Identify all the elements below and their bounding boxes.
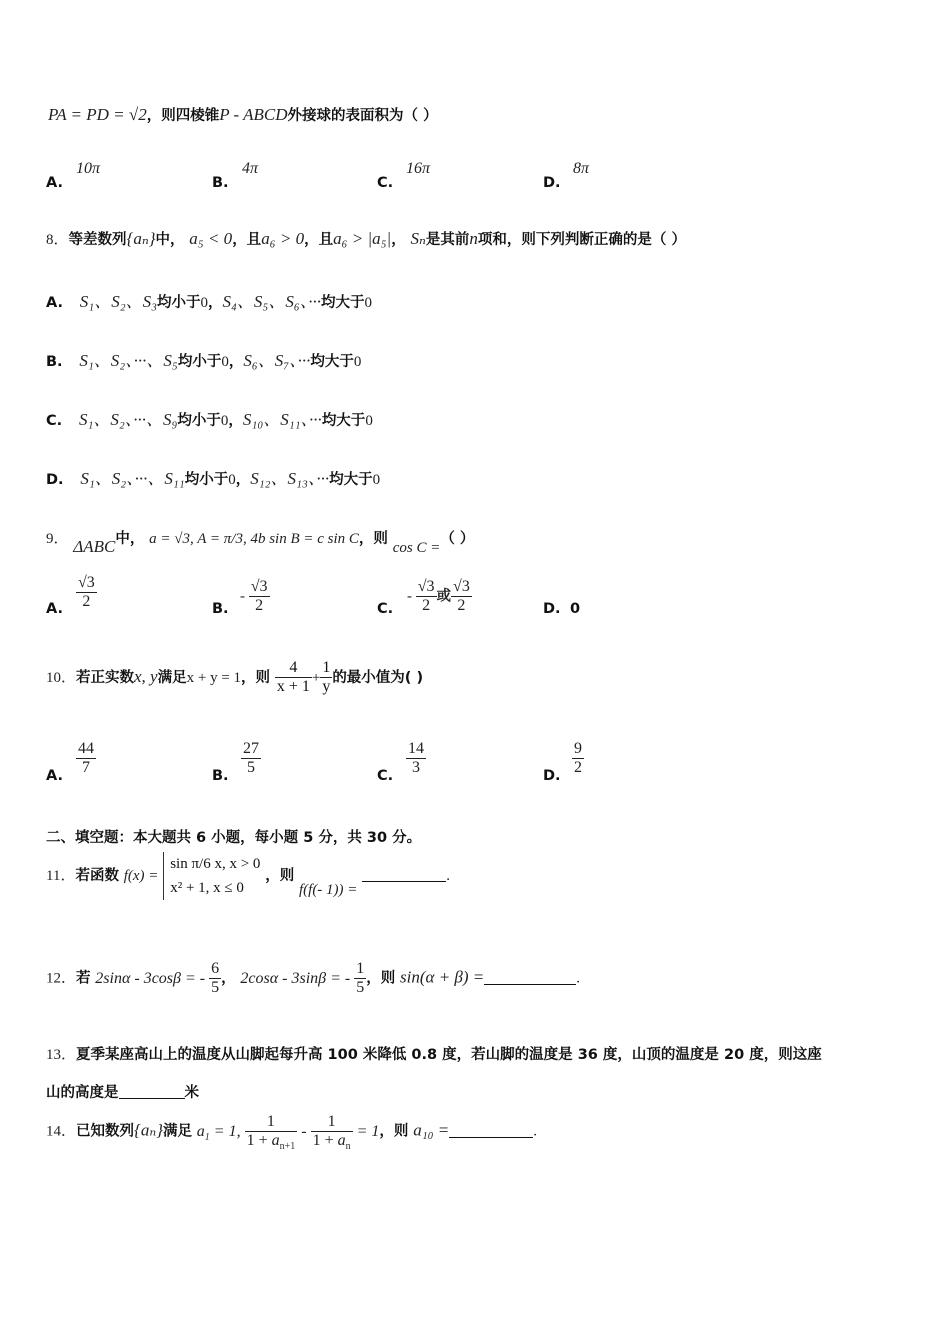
q10-option-a-den: 7 (82, 759, 90, 777)
q8-sn: Sₙ (410, 229, 426, 248)
q8-option-c-zero2: 0 (365, 413, 373, 429)
q9-option-a-label[interactable]: A. (46, 601, 63, 617)
q8-option-a-end: 均大于 (321, 295, 365, 311)
q9-text3: （ ） (440, 531, 475, 547)
q10-option-b-value (241, 740, 261, 778)
q8-option-b-right: S₆、S₇、··· (243, 351, 311, 370)
q7-expr2: P - ABCD (219, 105, 288, 124)
q7-expr1: PA = PD = √2 (48, 105, 147, 124)
q13-text-line2a: 山的高度是 (46, 1085, 119, 1101)
q14-number: 14． (46, 1123, 77, 1140)
q8-option-b-label[interactable]: B. (46, 354, 63, 370)
q8-option-d-label[interactable]: D. (46, 472, 64, 488)
q9-option-b-label[interactable]: B. (212, 601, 229, 617)
q8-option-b-end: 均大于 (310, 354, 354, 370)
q9-option-b-value: - $\frac{√3}{2}$ (240, 578, 268, 615)
q11-fx: f(x) = (123, 868, 159, 884)
q11-case2: x² + 1, x ≤ 0 (170, 880, 244, 896)
q12-answer-blank[interactable] (484, 984, 576, 985)
q7-option-c-label[interactable]: C. (377, 175, 394, 191)
q8-n: n (469, 229, 478, 248)
q10-option-a-label[interactable]: A. (46, 768, 63, 784)
q11-end: . (446, 868, 450, 884)
q9-option-c-label[interactable]: C. (377, 601, 394, 617)
q8-text7: 项和，则下列判断正确的是（ ） (477, 232, 686, 248)
q7-option-a-label[interactable]: A. (46, 175, 63, 191)
q11-case1: sin π/6 x, x > 0 (170, 856, 261, 872)
q11-piecewise (163, 852, 260, 900)
q8-option-c-sep: ， (228, 413, 243, 429)
q11-text2: ，则 (265, 868, 295, 884)
q8-option-a-right: S₄、S₅、S₆、··· (222, 292, 321, 311)
q12-eq2: 2cosα - 3sinβ = - $\frac{1}{5}$ (240, 960, 365, 997)
q8-option-c-label[interactable]: C. (46, 413, 63, 429)
q8-option-d-mid: 均小于 (184, 472, 229, 488)
q7-option-d-value: 8π (573, 160, 590, 177)
q9-number: 9． (46, 531, 69, 547)
q8-option-a-zero1: 0 (200, 295, 209, 311)
q10-option-b-den: 5 (247, 759, 255, 777)
q10-number: 10． (46, 669, 77, 686)
q9-triangle: ΔABC (73, 537, 116, 556)
q12-eq1: 2sinα - 3cosβ = - $\frac{6}{5}$ (95, 960, 220, 997)
q8-option-d-zero2: 0 (372, 472, 381, 488)
q8-option-d-right: S₁₂、S₁₃、··· (250, 469, 330, 488)
q12-text2: ，则 (366, 970, 396, 987)
q12-sep: ， (221, 970, 236, 987)
q8-text1: 等差数列 (68, 232, 127, 248)
q14-condition: $a_1 = 1$, $\frac{1}{1 + a_{n+1}}$ - $\frac{1}{1 + a_n}$ = 1 (196, 1113, 380, 1153)
q10-option-b-label[interactable]: B. (212, 768, 229, 784)
q8-text6: 是其前 (425, 232, 470, 248)
q8-option-d-zero1: 0 (228, 472, 236, 488)
q10-option-c-den: 3 (412, 759, 420, 777)
q13-text-line2b: 米 (184, 1085, 199, 1101)
q14-text2: 满足 (163, 1123, 193, 1140)
q10-option-a-value (76, 740, 96, 778)
q7-option-c-value: 16π (406, 160, 431, 177)
q10-option-c-value (406, 740, 426, 778)
q9-ask: cos C = (392, 540, 441, 556)
q10-text4: 的最小值为( ) (332, 669, 424, 686)
q10-stem-line: 10．若正实数x, y满足x + y = 1，则 $\frac{4}{x + 1}$ + $\frac{1}{y}$ 的最小值为( ) (46, 659, 424, 696)
q10-option-a-num: 44 (76, 740, 96, 759)
q14-ask: a₁₀ = (413, 1120, 450, 1140)
q9-condition: a = √3, A = π/3, 4b sin B = c sin C (149, 531, 359, 547)
q8-option-c[interactable] (46, 405, 373, 430)
q10-option-d-value (572, 740, 584, 778)
q13-line1 (46, 1043, 822, 1064)
q7-stem-line (48, 104, 438, 125)
q10-frac1: $\frac{4}{x + 1}$ (276, 659, 310, 696)
q12-number: 12． (46, 970, 77, 987)
q8-option-c-zero1: 0 (220, 413, 229, 429)
q14-sequence: {aₙ} (134, 1120, 164, 1140)
q8-option-b-sep: ， (228, 354, 244, 370)
q11-answer-blank[interactable] (362, 881, 446, 882)
q10-text3: ，则 (241, 669, 271, 686)
q8-option-b-zero2: 0 (353, 354, 362, 370)
q8-option-a-left: S₁、S₂、S₃ (79, 292, 158, 311)
q9-option-d-value: 0 (570, 601, 581, 617)
q13-line2 (46, 1081, 199, 1102)
q8-option-c-right: S₁₀、S₁₁、··· (242, 410, 322, 429)
q8-cond1: a₅ < 0 (189, 229, 233, 248)
q9-option-c-value: - $\frac{√3}{2}$ 或 $\frac{√3}{2}$ (407, 578, 470, 615)
q14-stem-line (46, 1113, 537, 1151)
q10-condition: x + y = 1 (186, 669, 242, 686)
q8-text4: ，且 (304, 232, 334, 248)
q9-stem-line (46, 527, 475, 556)
q7-text1: ，则四棱锥 (146, 108, 220, 124)
q8-text2: 中， (155, 232, 185, 248)
q10-option-c-label[interactable]: C. (377, 768, 394, 784)
q12-stem-line (46, 960, 580, 998)
q8-text5: ， (391, 232, 406, 248)
q9-or-text: 或 (436, 588, 452, 605)
q14-answer-blank[interactable] (449, 1137, 533, 1138)
q8-option-a-zero2: 0 (364, 295, 372, 311)
q8-option-a-mid: 均小于 (157, 295, 201, 311)
q10-option-c-num: 14 (406, 740, 426, 759)
q13-number: 13． (46, 1047, 77, 1063)
q8-option-a-sep: ， (208, 295, 223, 311)
q14-text1: 已知数列 (76, 1123, 135, 1140)
q9-option-d-label[interactable]: D. (543, 601, 561, 617)
q8-text3: ，且 (232, 232, 262, 248)
q10-text1: 若正实数 (76, 669, 135, 686)
section-title: 二、填空题：本大题共 6 小题，每小题 5 分，共 30 分。 (46, 830, 422, 846)
q8-option-d-end: 均大于 (329, 472, 373, 488)
q8-number: 8． (46, 232, 69, 248)
q10-vars: x, y (134, 666, 158, 686)
q7-option-b-label[interactable]: B. (212, 175, 229, 191)
q8-cond3: a₆ > |a₅| (333, 229, 392, 248)
q8-option-b-left: S₁、S₂、···、S₅ (79, 351, 178, 370)
q7-option-a-value: 10π (76, 160, 101, 177)
q8-option-b-zero1: 0 (221, 354, 229, 370)
q8-cond2: a₆ > 0 (261, 229, 305, 248)
q11-number: 11． (46, 868, 76, 884)
q11-stem-line (46, 852, 450, 900)
q13-text-line1: 夏季某座高山上的温度从山脚起每升高 100 米降低 0.8 度，若山脚的温度是 36 度，山顶的温度是 20 度，则这座 (76, 1047, 822, 1063)
q12-text1: 若 (76, 970, 91, 987)
q14-text3: ，则 (379, 1123, 409, 1140)
q11-text1: 若函数 (75, 868, 119, 884)
q12-end: . (576, 970, 581, 987)
q9-option-a-value: $\frac{√3}{2}$ (78, 574, 95, 611)
q8-option-c-left: S₁、S₂、···、S₉ (78, 410, 178, 429)
q8-option-a-label[interactable]: A. (46, 295, 63, 311)
q8-option-c-mid: 均小于 (177, 413, 221, 429)
q8-option-a[interactable] (46, 287, 372, 312)
q7-text2: 外接球的表面积为（ ） (287, 108, 438, 124)
q8-option-c-end: 均大于 (321, 413, 366, 429)
q10-option-b-num: 27 (241, 740, 261, 759)
q7-option-b-value: 4π (242, 160, 259, 177)
q7-option-d-label[interactable]: D. (543, 175, 561, 191)
q8-option-d-sep: ， (235, 472, 251, 488)
q8-stem-line (46, 228, 686, 249)
q13-answer-blank[interactable] (119, 1098, 185, 1099)
q11-ask: f(f(- 1)) = (298, 882, 358, 898)
q14-end: . (533, 1123, 537, 1140)
q8-sequence: {aₙ} (126, 229, 156, 248)
q10-option-d-label[interactable]: D. (543, 768, 561, 784)
q10-option-d-den: 2 (574, 759, 582, 777)
q8-option-d-left: S₁、S₂、···、S₁₁ (80, 469, 185, 488)
q9-text2: ，则 (358, 531, 388, 547)
q10-option-d-num: 9 (572, 740, 584, 759)
q9-text1: 中， (115, 531, 145, 547)
q8-option-d[interactable] (46, 464, 380, 489)
q10-text2: 满足 (157, 669, 187, 686)
q12-ask: sin(α + β) = (400, 967, 485, 987)
q8-option-b-mid: 均小于 (177, 354, 222, 370)
q10-frac2: $\frac{1}{y}$ (322, 659, 331, 696)
q8-option-b[interactable] (46, 346, 361, 371)
